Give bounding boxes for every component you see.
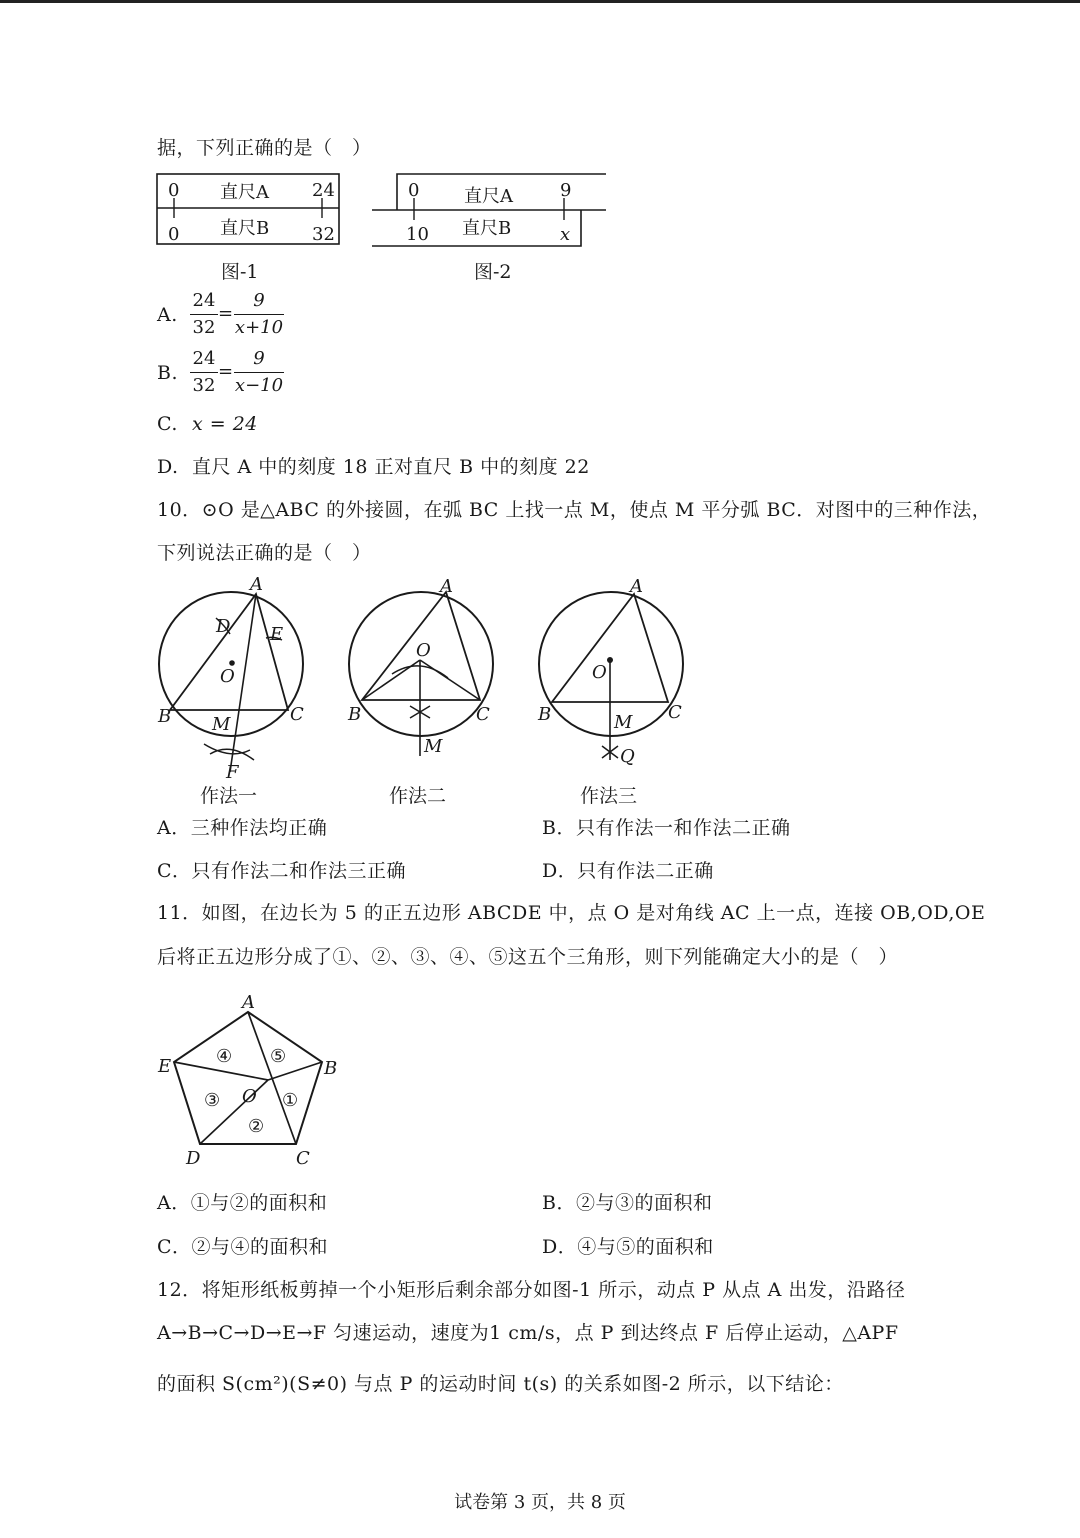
fig2-a-end: 9: [560, 180, 572, 201]
m3-label-a: A: [630, 576, 643, 597]
q12-stem-line3: 的面积 S(cm²)(S≠0) 与点 P 的运动时间 t(s) 的关系如图-2 所示，以下结论：: [157, 1373, 844, 1395]
m1-label-o: O: [220, 666, 235, 687]
q9-option-a-fraction-left: [190, 290, 218, 339]
q11-region-3: ③: [204, 1090, 221, 1111]
fig1-caption: 图-1: [221, 261, 259, 283]
q10-caption-1: 作法一: [200, 785, 258, 807]
fig2-b-end: x: [560, 224, 571, 245]
q10-method-1-figure: [150, 574, 315, 784]
m2-label-c: C: [476, 704, 490, 725]
q10-caption-2: 作法二: [389, 785, 447, 807]
m3-label-q: Q: [620, 746, 635, 767]
q11-region-4: ④: [216, 1046, 233, 1067]
q9-a-eq: =: [218, 303, 234, 324]
q10-method-2-figure: [340, 574, 505, 764]
fig1-b-end: 32: [312, 224, 335, 245]
q9-option-a-fraction-right: [234, 290, 284, 339]
q11-label-b: B: [324, 1058, 338, 1079]
q10-caption-3: 作法三: [580, 785, 638, 807]
q9-figure-2: [368, 168, 613, 252]
q11-stem-line2: 后将正五边形分成了①、②、③、④、⑤这五个三角形，则下列能确定大小的是（ ）: [157, 946, 899, 968]
q11-option-a: A．①与②的面积和: [157, 1192, 328, 1214]
q11-label-d: D: [186, 1148, 201, 1169]
q12-stem-line2: A→B→C→D→E→F 匀速运动，速度为1 cm/s，点 P 到达终点 F 后停止运动，△APF: [157, 1322, 899, 1344]
q9-option-b-label: B.: [157, 362, 179, 384]
fig1-a-start: 0: [168, 180, 180, 201]
q11-label-a: A: [242, 992, 255, 1013]
q10-option-c: C．只有作法二和作法三正确: [157, 860, 407, 882]
q11-stem-line1: 11．如图，在边长为 5 的正五边形 ABCDE 中，点 O 是对角线 AC 上一点，连接 OB,OD,OE: [157, 902, 986, 924]
top-border: [0, 0, 1080, 3]
q9-option-d-label: D.: [157, 456, 179, 478]
q10-stem-line1: 10．⊙O 是△ABC 的外接圆，在弧 BC 上找一点 M，使点 M 平分弧 BC．对图中的三种作法，: [157, 499, 992, 521]
q11-option-d: D．④与⑤的面积和: [542, 1236, 714, 1258]
m1-label-a: A: [250, 574, 263, 595]
q10-option-b: B．只有作法一和作法二正确: [542, 817, 791, 839]
page-footer: 试卷第 3 页，共 8 页: [454, 1492, 626, 1513]
q12-stem-line1: 12．将矩形纸板剪掉一个小矩形后剩余部分如图-1 所示，动点 P 从点 A 出发，沿路径: [157, 1279, 906, 1301]
m2-label-m: M: [424, 736, 443, 757]
q11-region-1: ①: [282, 1090, 299, 1111]
fig2-b-start: 10: [406, 224, 429, 245]
q11-label-o: O: [242, 1086, 257, 1107]
m1-label-f: F: [226, 762, 239, 783]
q9-b-den2: x−10: [234, 375, 284, 396]
fig1-ruler-a: 直尺A: [220, 182, 269, 203]
q10-option-d: D．只有作法二正确: [542, 860, 714, 882]
m1-label-c: C: [290, 704, 304, 725]
m3-label-b: B: [538, 704, 552, 725]
q9-figure-1: [150, 168, 350, 252]
q9-b-eq: =: [218, 361, 234, 382]
q9-a-num1: 24: [192, 290, 216, 311]
q9-a-den2: x+10: [234, 317, 284, 338]
m3-label-m: M: [614, 712, 633, 733]
q9-stem-tail: 据，下列正确的是（ ）: [157, 137, 372, 159]
m3-label-o: O: [592, 662, 607, 683]
m2-label-o: O: [416, 640, 431, 661]
q11-label-e: E: [158, 1056, 172, 1077]
q9-option-a-label: A.: [157, 304, 178, 326]
fig1-b-start: 0: [168, 224, 180, 245]
q10-stem-line2: 下列说法正确的是（ ）: [157, 542, 372, 564]
m1-label-d: D: [216, 616, 231, 637]
q9-a-den1: 32: [192, 317, 216, 338]
q9-b-num2: 9: [253, 348, 265, 369]
fig2-caption: 图-2: [474, 261, 512, 283]
q11-option-c: C．②与④的面积和: [157, 1236, 329, 1258]
m1-label-e: E: [270, 624, 284, 645]
q11-pentagon-figure: [150, 988, 350, 1173]
q9-option-d: 直尺 A 中的刻度 18 正对直尺 B 中的刻度 22: [192, 456, 590, 478]
fig1-a-end: 24: [312, 180, 335, 201]
m2-label-a: A: [440, 576, 453, 597]
q9-option-b-fraction-left: [190, 348, 218, 397]
m1-label-b: B: [158, 706, 172, 727]
q9-a-num2: 9: [253, 290, 265, 311]
q9-option-b-fraction-right: [234, 348, 284, 397]
fig2-ruler-a: 直尺A: [464, 186, 513, 207]
q11-label-c: C: [296, 1148, 310, 1169]
m1-label-m: M: [212, 714, 231, 735]
m3-label-c: C: [668, 702, 682, 723]
m2-label-b: B: [348, 704, 362, 725]
q9-b-num1: 24: [192, 348, 216, 369]
q11-option-b: B．②与③的面积和: [542, 1192, 713, 1214]
q9-option-c: x = 24: [192, 413, 258, 435]
q9-b-den1: 32: [192, 375, 216, 396]
q11-region-2: ②: [248, 1116, 265, 1137]
fig2-ruler-b: 直尺B: [462, 218, 512, 239]
q9-option-c-label: C.: [157, 413, 178, 435]
q10-option-a: A．三种作法均正确: [157, 817, 328, 839]
fig1-ruler-b: 直尺B: [220, 218, 270, 239]
q11-region-5: ⑤: [270, 1046, 287, 1067]
q10-method-3-figure: [530, 574, 695, 774]
fig2-a-start: 0: [408, 180, 420, 201]
